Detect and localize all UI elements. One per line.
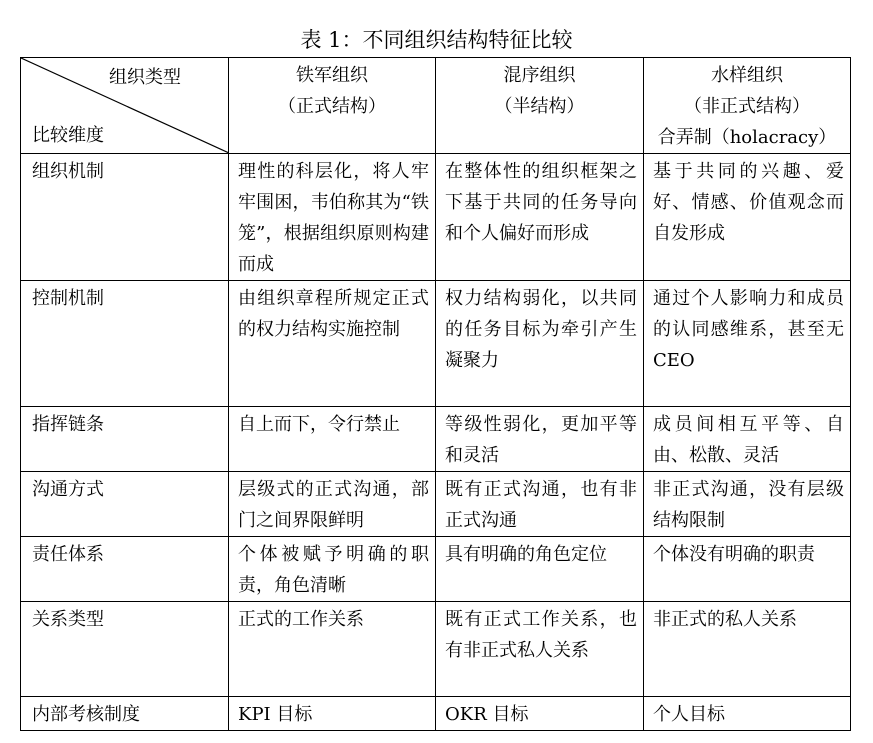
table-row xyxy=(21,281,851,407)
corner-header-cell xyxy=(21,58,229,154)
column-header-subtitle: （半结构） xyxy=(494,96,585,117)
table-cell: 权力结构弱化，以共同的任务目标为牵引产生凝聚力 xyxy=(436,281,644,407)
table-cell: OKR 目标 xyxy=(436,697,644,731)
table-cell: 正式的工作关系 xyxy=(229,602,436,697)
table-cell: 层级式的正式沟通，部门之间界限鲜明 xyxy=(229,472,436,537)
table-cell: 由组织章程所规定正式的权力结构实施控制 xyxy=(229,281,436,407)
row-dimension-label: 指挥链条 xyxy=(21,407,229,472)
table-cell: 个体被赋予明确的职责，角色清晰 xyxy=(229,537,436,602)
table-cell: 等级性弱化，更加平等和灵活 xyxy=(436,407,644,472)
table-cell: 既有正式工作关系，也有非正式私人关系 xyxy=(436,602,644,697)
row-dimension-label: 内部考核制度 xyxy=(21,697,229,731)
column-header-note: 合弄制（holacracy） xyxy=(657,127,837,148)
corner-label-org-type: 组织类型 xyxy=(109,67,181,88)
table-caption: 表 1：不同组织结构特征比较 xyxy=(300,28,573,52)
row-dimension-label: 组织机制 xyxy=(21,154,229,281)
column-header-subtitle: （正式结构） xyxy=(278,96,386,117)
comparison-table xyxy=(20,57,851,731)
header-row xyxy=(21,58,851,154)
table-row xyxy=(21,154,851,281)
table-cell: 具有明确的角色定位 xyxy=(436,537,644,602)
table-cell: 个体没有明确的职责 xyxy=(644,537,851,602)
column-header-title: 铁军组织 xyxy=(296,65,368,86)
table-row xyxy=(21,407,851,472)
table-cell: 自上而下，令行禁止 xyxy=(229,407,436,472)
table-row xyxy=(21,697,851,731)
table-cell: 非正式的私人关系 xyxy=(644,602,851,697)
row-dimension-label: 关系类型 xyxy=(21,602,229,697)
column-header-water-like xyxy=(644,58,851,154)
row-dimension-label: 沟通方式 xyxy=(21,472,229,537)
corner-label-dimension: 比较维度 xyxy=(32,125,104,146)
table-cell: 理性的科层化，将人牢牢围困，韦伯称其为“铁笼”，根据组织原则构建而成 xyxy=(229,154,436,281)
table-cell: KPI 目标 xyxy=(229,697,436,731)
table-cell: 在整体性的组织框架之下基于共同的任务导向和个人偏好而形成 xyxy=(436,154,644,281)
column-header-title: 混序组织 xyxy=(503,65,576,86)
column-header-iron-army xyxy=(229,58,436,154)
table-cell: 成员间相互平等、自由、松散、灵活 xyxy=(644,407,851,472)
table-row xyxy=(21,537,851,602)
table-cell: 个人目标 xyxy=(644,697,851,731)
table-cell: 基于共同的兴趣、爱好、情感、价值观念而自发形成 xyxy=(644,154,851,281)
column-header-title: 水样组织 xyxy=(711,65,783,86)
table-cell: 非正式沟通，没有层级结构限制 xyxy=(644,472,851,537)
column-header-subtitle: （非正式结构） xyxy=(684,96,810,117)
table-row xyxy=(21,602,851,697)
table-cell: 既有正式沟通，也有非正式沟通 xyxy=(436,472,644,537)
row-dimension-label: 责任体系 xyxy=(21,537,229,602)
table-cell: 通过个人影响力和成员的认同感维系，甚至无 CEO xyxy=(644,281,851,407)
column-header-mixed-order xyxy=(436,58,644,154)
table-row xyxy=(21,472,851,537)
row-dimension-label: 控制机制 xyxy=(21,281,229,407)
